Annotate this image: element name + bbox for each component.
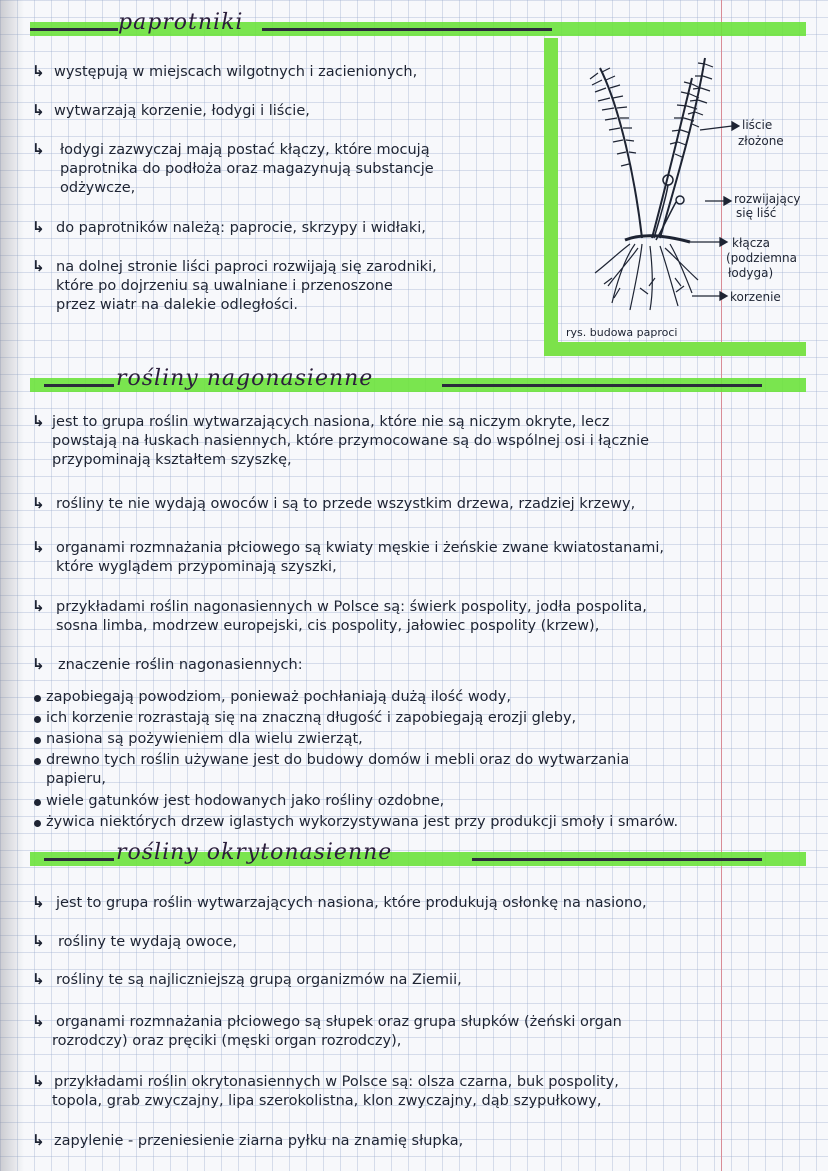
page-edge-shadow [0, 0, 24, 1171]
figure-label-unrolling-leaf: się liść [736, 206, 777, 220]
figure-label-rhizome-desc: (podziemna [726, 251, 797, 265]
list-item: które wyglądem przypominają szyszki, [56, 559, 337, 575]
list-item: zapylenie - przeniesienie ziarna pyłku na znamię słupka, [54, 1133, 464, 1149]
arrow-icon: ↳ [32, 257, 45, 275]
bullet-dot [34, 716, 41, 723]
bullet-dot [34, 758, 41, 765]
arrow-icon: ↳ [32, 1072, 45, 1090]
arrow-icon: ↳ [32, 140, 45, 158]
list-item: łodygi zazwyczaj mają postać kłączy, które mocują [60, 142, 430, 158]
bullet-dot [34, 799, 41, 806]
arrow-icon: ↳ [32, 538, 45, 556]
figure-label-unrolling: rozwijający [734, 192, 801, 206]
figure-pointer-arrows [690, 112, 740, 312]
bullet-item: żywica niektórych drzew iglastych wykorzystywana jest przy produkcji smoły i smarów. [46, 814, 679, 830]
figure-label-rhizome-desc2: łodyga) [728, 266, 774, 280]
title-underline [472, 858, 762, 861]
arrow-icon: ↳ [32, 970, 45, 988]
list-item: wytwarzają korzenie, łodygi i liście, [54, 103, 310, 119]
list-item: które po dojrzeniu są uwalniane i przenoszone [56, 278, 393, 294]
figure-label-leaves-compound: złożone [738, 134, 784, 148]
arrow-icon: ↳ [32, 494, 45, 512]
figure-label-roots: korzenie [730, 290, 781, 304]
arrow-icon: ↳ [32, 893, 45, 911]
section-title-paprotniki: paprotniki [118, 10, 244, 35]
figure-caption: rys. budowa paproci [566, 326, 678, 339]
list-item: przykładami roślin okrytonasiennych w Polsce są: olsza czarna, buk pospolity, [54, 1074, 619, 1090]
list-item: organami rozmnażania płciowego są kwiaty męskie i żeńskie zwane kwiatostanami, [56, 540, 664, 556]
bullet-item: nasiona są pożywieniem dla wielu zwierząt, [46, 731, 363, 747]
list-item: przez wiatr na dalekie odległości. [56, 297, 299, 313]
list-item: rośliny te są najliczniejszą grupą organizmów na Ziemii, [56, 972, 462, 988]
list-item: do paprotników należą: paprocie, skrzypy i widłaki, [56, 220, 426, 236]
bullet-item: wiele gatunków jest hodowanych jako rośliny ozdobne, [46, 793, 445, 809]
figure-label-rhizome: kłącza [732, 236, 770, 250]
list-item: jest to grupa roślin wytwarzających nasiona, które produkują osłonkę na nasiono, [56, 895, 647, 911]
list-item: przykładami roślin nagonasiennych w Polsce są: świerk pospolity, jodła pospolita, [56, 599, 647, 615]
list-item: rośliny te nie wydają owoców i są to przede wszystkim drzewa, rzadziej krzewy, [56, 496, 636, 512]
title-underline [262, 28, 552, 31]
title-underline [442, 384, 762, 387]
list-item: powstają na łuskach nasiennych, które przymocowane są do wspólnej osi i łącznie [52, 433, 650, 449]
list-item: jest to grupa roślin wytwarzających nasiona, które nie są niczym okryte, lecz [52, 414, 610, 430]
bullet-dot [34, 737, 41, 744]
bullet-item: papieru, [46, 771, 107, 787]
list-item: topola, grab zwyczajny, lipa szerokolistna, klon zwyczajny, dąb szypułkowy, [52, 1093, 602, 1109]
list-item: przypominają kształtem szyszkę, [52, 452, 292, 468]
arrow-icon: ↳ [32, 1012, 45, 1030]
bullet-dot [34, 820, 41, 827]
bullet-item: ich korzenie rozrastają się na znaczną długość i zapobiegają erozji gleby, [46, 710, 577, 726]
list-item: paprotnika do podłoża oraz magazynują substancje [60, 161, 434, 177]
arrow-icon: ↳ [32, 101, 45, 119]
list-item: na dolnej stronie liści paproci rozwijają się zarodniki, [56, 259, 437, 275]
arrow-icon: ↳ [32, 932, 45, 950]
arrow-icon: ↳ [32, 597, 45, 615]
arrow-icon: ↳ [32, 218, 45, 236]
arrow-icon: ↳ [32, 1131, 45, 1149]
list-item: rozrodczy) oraz pręciki (męski organ rozrodczy), [52, 1033, 402, 1049]
bullet-dot [34, 695, 41, 702]
section-title-okrytonasienne: rośliny okrytonasienne [116, 840, 393, 865]
arrow-icon: ↳ [32, 412, 45, 430]
list-item: znaczenie roślin nagonasiennych: [58, 657, 303, 673]
list-item: występują w miejscach wilgotnych i zacienionych, [54, 64, 418, 80]
list-item: odżywcze, [60, 180, 136, 196]
arrow-icon: ↳ [32, 62, 45, 80]
title-underline [44, 384, 114, 387]
bullet-item: zapobiegają powodziom, ponieważ pochłaniają dużą ilość wody, [46, 689, 511, 705]
title-underline [30, 28, 118, 31]
title-underline [44, 858, 114, 861]
list-item: sosna limba, modrzew europejski, cis pospolity, jałowiec pospolity (krzew), [56, 618, 600, 634]
bullet-item: drewno tych roślin używane jest do budowy domów i mebli oraz do wytwarzania [46, 752, 630, 768]
figure-label-leaves: liście [742, 118, 773, 132]
section-title-nagonasienne: rośliny nagonasienne [116, 366, 374, 391]
list-item: organami rozmnażania płciowego są słupek oraz grupa słupków (żeński organ [56, 1014, 622, 1030]
arrow-icon: ↳ [32, 655, 45, 673]
list-item: rośliny te wydają owoce, [58, 934, 237, 950]
